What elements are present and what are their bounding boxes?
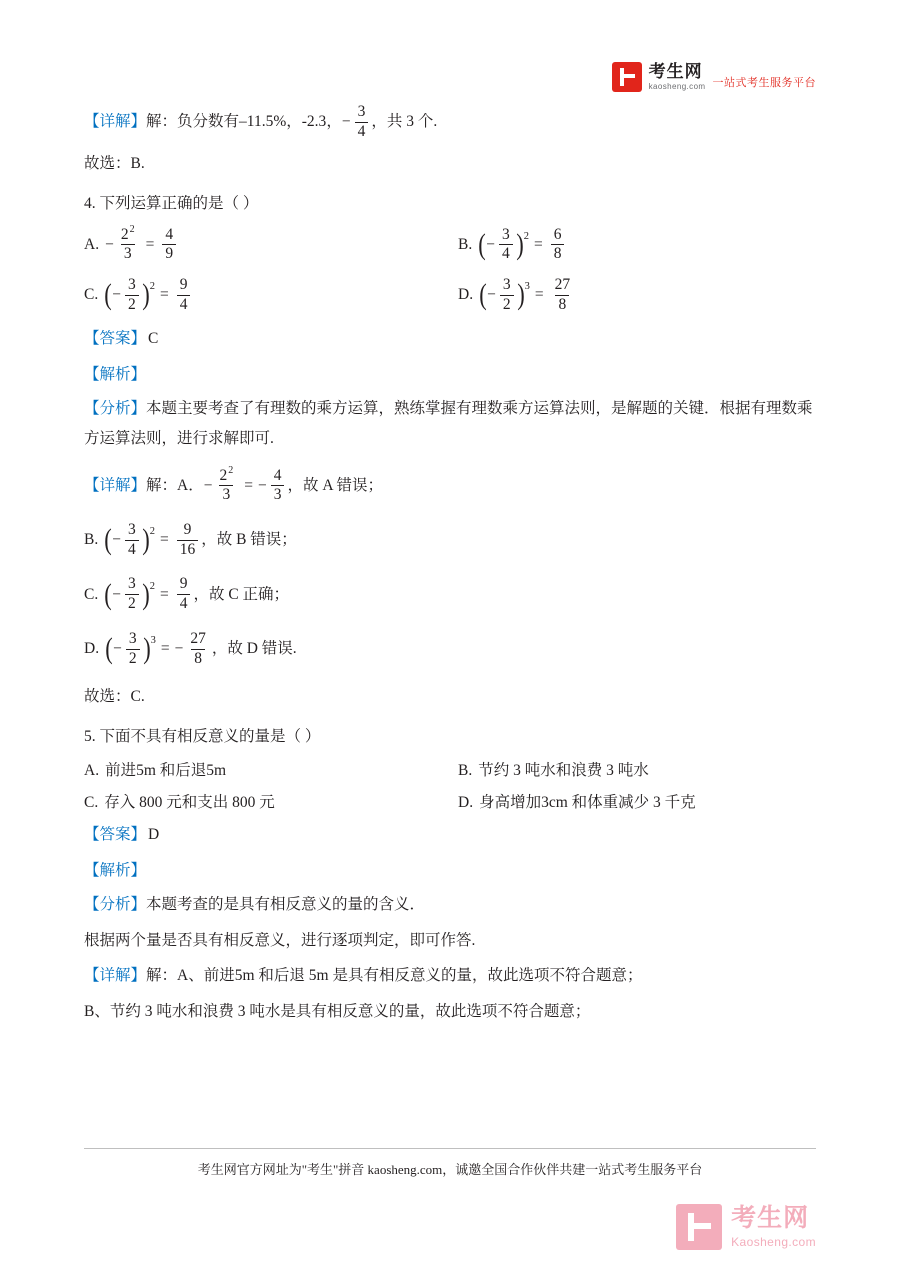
q4-option-c-expr: ( − $\frac{3}{2}$ ) 2 = $\frac{9}{4}$ (104, 277, 193, 313)
fenxi-tag: 【分析】 (84, 896, 147, 914)
q4-detail-b-label: B. (84, 531, 99, 549)
fenxi-tag: 【分析】 (84, 400, 147, 418)
q5-stem: 5. 下面不具有相反意义的量是（ ） (84, 728, 321, 746)
logo-name-cn: 考生网 (648, 62, 703, 81)
q5-option-a-label: A. (84, 762, 100, 780)
q5-option-d-label: D. (458, 794, 474, 812)
q5-option-d (450, 791, 824, 815)
q4-detail-c (84, 576, 824, 612)
q4-answer-line (84, 327, 824, 351)
q3-detail-line (84, 104, 824, 140)
q5-answer-line (84, 823, 824, 847)
detail-text: 解：负分数有 (146, 113, 240, 131)
q4-detail-b-expr: ( − $\frac{3}{4}$ ) 2 = $\frac{9}{16}$ (104, 522, 201, 558)
q5-option-b-text: 节约 3 吨水和浪费 3 吨水 (478, 762, 649, 780)
q4-fenxi-text-2: 方运算法则，进行求解即可. (84, 430, 274, 448)
q4-option-c (84, 277, 450, 313)
page-footer: 考生网官方网址为"考生"拼音 kaosheng.com，诚邀全国合作伙伴共建一站式考生服务平台 (84, 1148, 816, 1178)
q5-option-c-text: 存入 800 元和支出 800 元 (104, 794, 275, 812)
q4-option-d-label: D. (458, 286, 474, 304)
detail-tag: 【详解】 (84, 966, 147, 984)
q4-option-b (450, 227, 824, 263)
q5-analysis-tag: 【解析】 (84, 862, 147, 880)
q4-detail-a (84, 465, 824, 504)
q4-stem: 4. 下列运算正确的是（ ） (84, 195, 259, 213)
q5-answer-value: D (148, 826, 160, 844)
q5-option-a (84, 759, 450, 783)
site-logo (612, 62, 816, 92)
q4-detail-d-label: D. (84, 640, 100, 658)
fraction-denominator: 4 (355, 122, 369, 141)
q4-answer-value: C (148, 330, 159, 348)
q3-sep1: ， (286, 113, 302, 131)
q3-fraction (342, 104, 372, 140)
q4-fenxi-text-1: 本题主要考查了有理数的乘方运算，熟练掌握有理数乘方运算法则，是解题的关键．根据有理数乘 (146, 400, 813, 418)
q3-tail-text: ，共 3 个. (371, 113, 438, 131)
watermark-text (731, 1206, 816, 1248)
q5-option-row-ab (84, 759, 824, 783)
q4-choose-line: 故选：C. (84, 688, 145, 706)
kaosheng-logo-icon (612, 62, 642, 92)
q4-option-c-label: C. (84, 286, 99, 304)
q4-detail-c-tail: ，故 C 正确； (193, 585, 290, 603)
q4-option-b-label: B. (458, 235, 473, 253)
logo-slogan: 一站式考生服务平台 (712, 77, 816, 89)
q4-option-row-ab (84, 224, 824, 263)
q4-detail-a-expr: − $\frac{2^2}{3}$ = − $\frac{4}{3}$ (204, 468, 288, 504)
logo-text (649, 63, 706, 91)
q4-fenxi-line (84, 397, 824, 421)
watermark-logo (676, 1204, 816, 1250)
fraction (355, 104, 369, 140)
q4-detail-c-label: C. (84, 585, 99, 603)
q4-option-a-expr: − $\frac{2^2}{3}$ = $\frac{4}{9}$ (105, 227, 179, 263)
q5-option-a-text: 前进5m 和后退5m (105, 762, 227, 780)
q4-option-b-expr: ( − $\frac{3}{4}$ ) 2 = $\frac{6}{8}$ (478, 227, 567, 263)
q5-option-c (84, 791, 450, 815)
watermark-name-cn: 考生网 (731, 1204, 810, 1232)
q4-detail-b (84, 522, 824, 558)
q4-detail-b-tail: ，故 B 错误； (201, 531, 297, 549)
q5-option-d-text: 身高增加3cm 和体重减少 3 千克 (479, 794, 696, 812)
q5-option-b (450, 759, 824, 783)
q4-detail-d-tail: ，故 D 错误. (211, 640, 297, 658)
q4-option-d (450, 277, 824, 313)
detail-tag: 【详解】 (84, 113, 147, 131)
q5-option-c-label: C. (84, 794, 99, 812)
answer-tag: 【答案】 (84, 330, 147, 348)
q3-sep2: ， (326, 113, 342, 131)
q3-frac-sign: − (341, 113, 351, 131)
document-content (84, 104, 824, 1028)
detail-tag: 【详解】 (84, 476, 147, 494)
q4-detail-d (84, 631, 824, 667)
q3-item1: –11.5% (239, 113, 287, 131)
q5-fenxi-text: 本题考查的是具有相反意义的量的含义． (146, 896, 426, 914)
fraction-numerator: 3 (357, 103, 366, 120)
q4-analysis-tag: 【解析】 (84, 366, 147, 384)
q4-option-a (84, 224, 450, 263)
q4-detail-a-tail: ，故 A 错误； (287, 476, 384, 494)
q4-detail-lead: 解：A． (146, 476, 204, 494)
q5-option-row-cd (84, 791, 824, 815)
q4-option-row-cd (84, 277, 824, 313)
logo-name-en: kaosheng.com (648, 82, 706, 91)
q5-detail-b-text: B、节约 3 吨水和浪费 3 吨水是具有相反意义的量，故此选项不符合题意； (84, 1002, 591, 1020)
q4-detail-d-expr: ( − $\frac{3}{2}$ ) 3 = − $\frac{27}{8}$ (105, 629, 206, 667)
q5-option-b-label: B. (458, 762, 473, 780)
answer-tag: 【答案】 (84, 826, 147, 844)
watermark-name-en: Kaosheng.com (731, 1235, 816, 1249)
q4-option-a-label: A. (84, 235, 100, 253)
q5-detail-a-text: 解：A、前进5m 和后退 5m 是具有相反意义的量，故此选项不符合题意； (146, 966, 643, 984)
q5-fenxi-text-2: 根据两个量是否具有相反意义，进行逐项判定，即可作答. (84, 932, 476, 950)
q5-fenxi-line (84, 893, 824, 917)
q3-item2: -2.3 (301, 113, 327, 131)
q3-choose-line: 故选：B. (84, 155, 145, 173)
q4-detail-c-expr: ( − $\frac{3}{2}$ ) 2 = $\frac{9}{4}$ (104, 576, 193, 612)
q4-option-d-expr: ( − $\frac{3}{2}$ ) 3 = $\frac{27}{8}$ (479, 275, 571, 313)
watermark-logo-icon (676, 1204, 722, 1250)
q5-detail-a-line (84, 964, 824, 988)
